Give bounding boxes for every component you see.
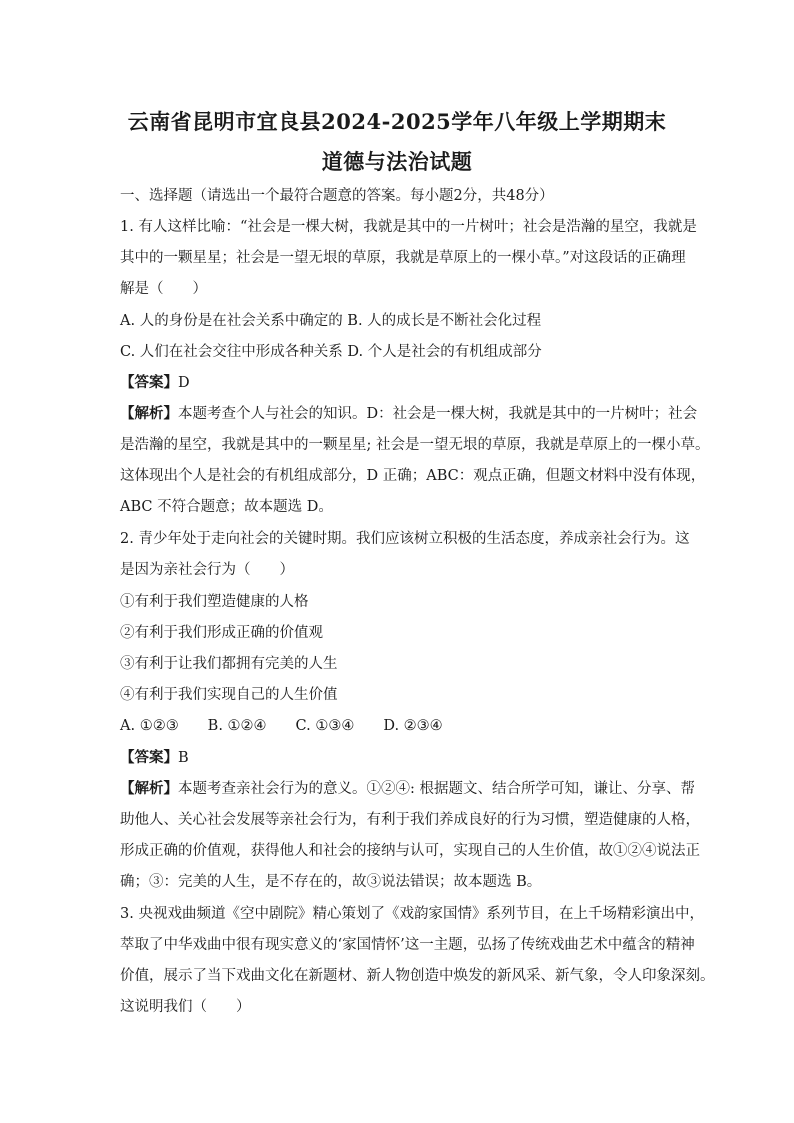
q2-statement: ③有利于让我们都拥有完美的人生 [120, 656, 338, 672]
document-subtitle: 道德与法治试题 [321, 149, 473, 174]
q3-stem-line: 萃取了中华戏曲中很有现实意义的‘家国情怀’这一主题，弘扬了传统戏曲艺术中蕴含的精神 [120, 937, 695, 953]
q2-statement: ①有利于我们塑造健康的人格 [120, 594, 309, 610]
q2-stem-line: 2. 青少年处于走向社会的关键时期。我们应该树立积极的生活态度，养成亲社会行为。这 [120, 531, 690, 547]
analysis-label: 【解析】 [120, 780, 178, 797]
q1-stem-line: 其中的一颗星星；社会是一望无垠的草原，我就是草原上的一棵小草。”对这段话的正确理 [120, 250, 686, 266]
q1-option-line: C. 人们在社会交往中形成各种关系 D. 个人是社会的有机组成部分 [120, 344, 542, 360]
q2-options: A. ①②③ B. ①②④ C. ①③④ D. ②③④ [120, 718, 443, 734]
q2-analysis-line: 形成正确的价值观，获得他人和社会的接纳与认可，实现自己的人生价值，故①②④说法正 [120, 843, 700, 859]
document-title: 云南省昆明市宜良县2024-2025学年八年级上学期期末 [127, 109, 667, 134]
q2-stem-line: 是因为亲社会行为（ ） [120, 562, 294, 578]
analysis-label: 【解析】 [120, 405, 178, 422]
analysis-text: 本题考查亲社会行为的意义。①②④: 根据题文、结合所学可知，谦让、分享、帮 [178, 781, 695, 797]
answer-value: B [178, 750, 189, 766]
q2-analysis-line: 助他人、关心社会发展等亲社会行为，有利于我们养成良好的行为习惯，塑造健康的人格， [120, 812, 700, 828]
q1-analysis-line: 这体现出个人是社会的有机组成部分，D 正确；ABC：观点正确，但题文材料中没有体现， [120, 468, 706, 484]
q3-stem-line: 这说明我们（ ） [120, 999, 251, 1015]
answer-label: 【答案】 [120, 374, 178, 391]
q1-answer [120, 373, 680, 393]
q1-analysis-line: 是浩瀚的星空，我就是其中的一颗星星; 社会是一望无垠的草原，我就是草原上的一棵小草。 [120, 437, 710, 453]
q2-statement: ②有利于我们形成正确的价值观 [120, 625, 323, 641]
answer-label: 【答案】 [120, 749, 178, 766]
q2-statement: ④有利于我们实现自己的人生价值 [120, 687, 338, 703]
q2-answer [120, 748, 680, 768]
q3-stem-line: 3. 央视戏曲频道《空中剧院》精心策划了《戏韵家国情》系列节目，在上千场精彩演出中， [120, 906, 704, 922]
q2-analysis-line [120, 779, 695, 799]
q2-analysis-line: 确；③：完美的人生，是不存在的，故③说法错误；故本题选 B。 [120, 874, 542, 890]
q1-analysis-line: ABC 不符合题意；故本题选 D。 [120, 499, 333, 515]
answer-value: D [178, 375, 190, 391]
q1-option-line: A. 人的身份是在社会关系中确定的 B. 人的成长是不断社会化过程 [120, 313, 542, 329]
analysis-text: 本题考查个人与社会的知识。D：社会是一棵大树，我就是其中的一片树叶；社会 [178, 406, 698, 422]
q3-stem-line: 价值，展示了当下戏曲文化在新题材、新人物创造中焕发的新风采、新气象，令人印象深刻。 [120, 968, 715, 984]
q1-stem-line: 1. 有人这样比喻：“社会是一棵大树，我就是其中的一片树叶；社会是浩瀚的星空，我就是 [120, 219, 697, 235]
q1-analysis-line [120, 404, 698, 424]
q1-stem-line: 解是（ ） [120, 281, 207, 297]
section-heading: 一、选择题（请选出一个最符合题意的答案。每小题2分，共48分） [120, 188, 554, 204]
